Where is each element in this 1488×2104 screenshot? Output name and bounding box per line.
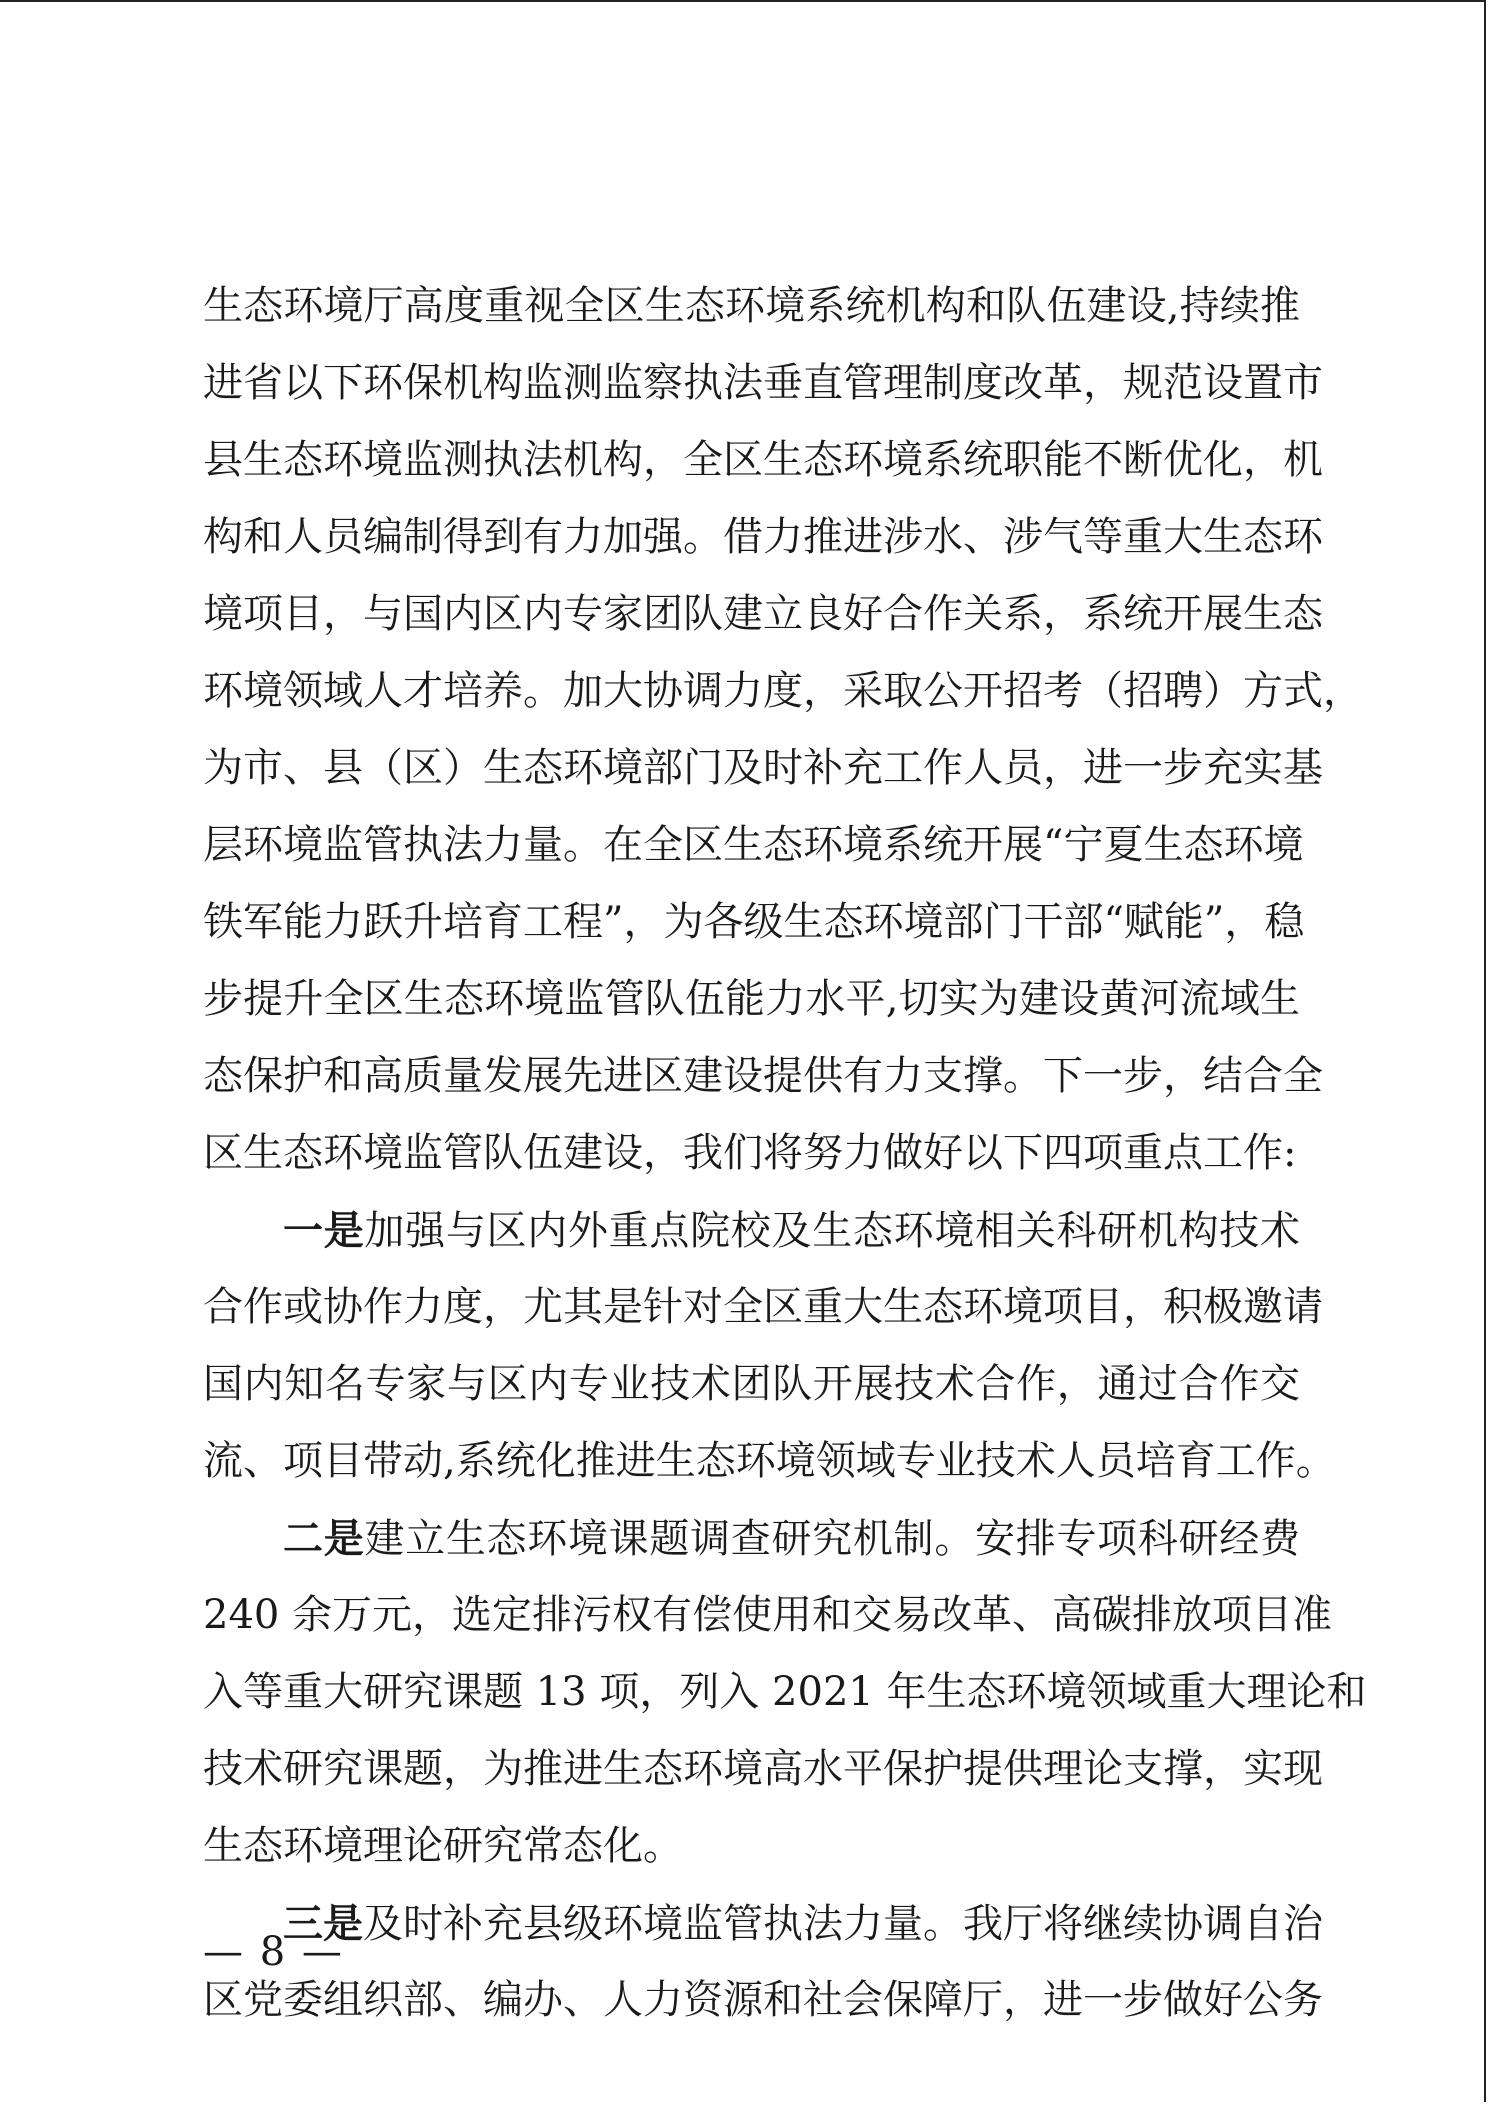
text-line: 区党委组织部、编办、人力资源和社会保障厅，进一步做好公务 (203, 1977, 1323, 2023)
point-three-paragraph (203, 1885, 1323, 2039)
document-body (203, 268, 1367, 2039)
text-line: 态保护和高质量发展先进区建设提供有力支撑。下一步，结合全 (203, 1053, 1323, 1099)
text-line: 区生态环境监管队伍建设，我们将努力做好以下四项重点工作: (203, 1130, 1297, 1176)
text-line: 构和人员编制得到有力加强。借力推进涉水、涉气等重大生态环 (203, 514, 1323, 560)
text-line: 240 余万元，选定排污权有偿使用和交易改革、高碳排放项目准 (203, 1592, 1333, 1638)
point-lead: 一是 (283, 1207, 365, 1254)
point-text: 加强与区内外重点院校及生态环境相关科研机构技术 (364, 1208, 1301, 1254)
text-line: 进省以下环保机构监测监察执法垂直管理制度改革，规范设置市 (203, 360, 1323, 406)
text-line: 铁军能力跃升培育工程”，为各级生态环境部门干部“赋能”，稳 (203, 899, 1305, 945)
text-line (203, 1500, 1300, 1577)
text-line: 为市、县（区）生态环境部门及时补充工作人员，进一步充实基 (203, 745, 1323, 791)
point-text: 及时补充县级环境监管执法力量。我厅将继续协调自治 (363, 1901, 1323, 1947)
text-line: 入等重大研究课题 13 项，列入 2021 年生态环境领域重大理论和 (203, 1669, 1367, 1715)
point-one-paragraph (203, 1192, 1336, 1500)
text-line: 国内知名专家与区内专业技术团队开展技术合作，通过合作交 (203, 1361, 1300, 1407)
point-lead: 三是 (283, 1900, 363, 1947)
text-line (203, 1885, 1323, 1962)
page-number: — 8 — (203, 1929, 344, 1975)
text-line: 县生态环境监测执法机构，全区生态环境系统职能不断优化，机 (203, 437, 1323, 483)
point-two-paragraph (203, 1500, 1367, 1885)
text-line: 境项目，与国内区内专家团队建立良好合作关系，系统开展生态 (203, 591, 1323, 637)
text-line: 环境领域人才培养。加大协调力度，采取公开招考（招聘）方式， (203, 668, 1363, 714)
text-line: 流、项目带动,系统化推进生态环境领域专业技术人员培育工作。 (203, 1438, 1336, 1484)
intro-paragraph (203, 268, 1363, 1192)
text-line: 生态环境厅高度重视全区生态环境系统机构和队伍建设,持续推 (203, 283, 1300, 329)
text-line: 技术研究课题，为推进生态环境高水平保护提供理论支撑，实现 (203, 1746, 1323, 1792)
point-lead: 二是 (283, 1515, 365, 1562)
text-line: 层环境监管执法力量。在全区生态环境系统开展“宁夏生态环境 (203, 822, 1304, 868)
text-line (203, 1192, 1300, 1269)
text-line: 步提升全区生态环境监管队伍能力水平,切实为建设黄河流域生 (203, 976, 1300, 1022)
text-line: 生态环境理论研究常态化。 (203, 1823, 683, 1869)
point-text: 建立生态环境课题调查研究机制。安排专项科研经费 (364, 1516, 1301, 1562)
text-line: 合作或协作力度，尤其是针对全区重大生态环境项目，积极邀请 (203, 1284, 1323, 1330)
